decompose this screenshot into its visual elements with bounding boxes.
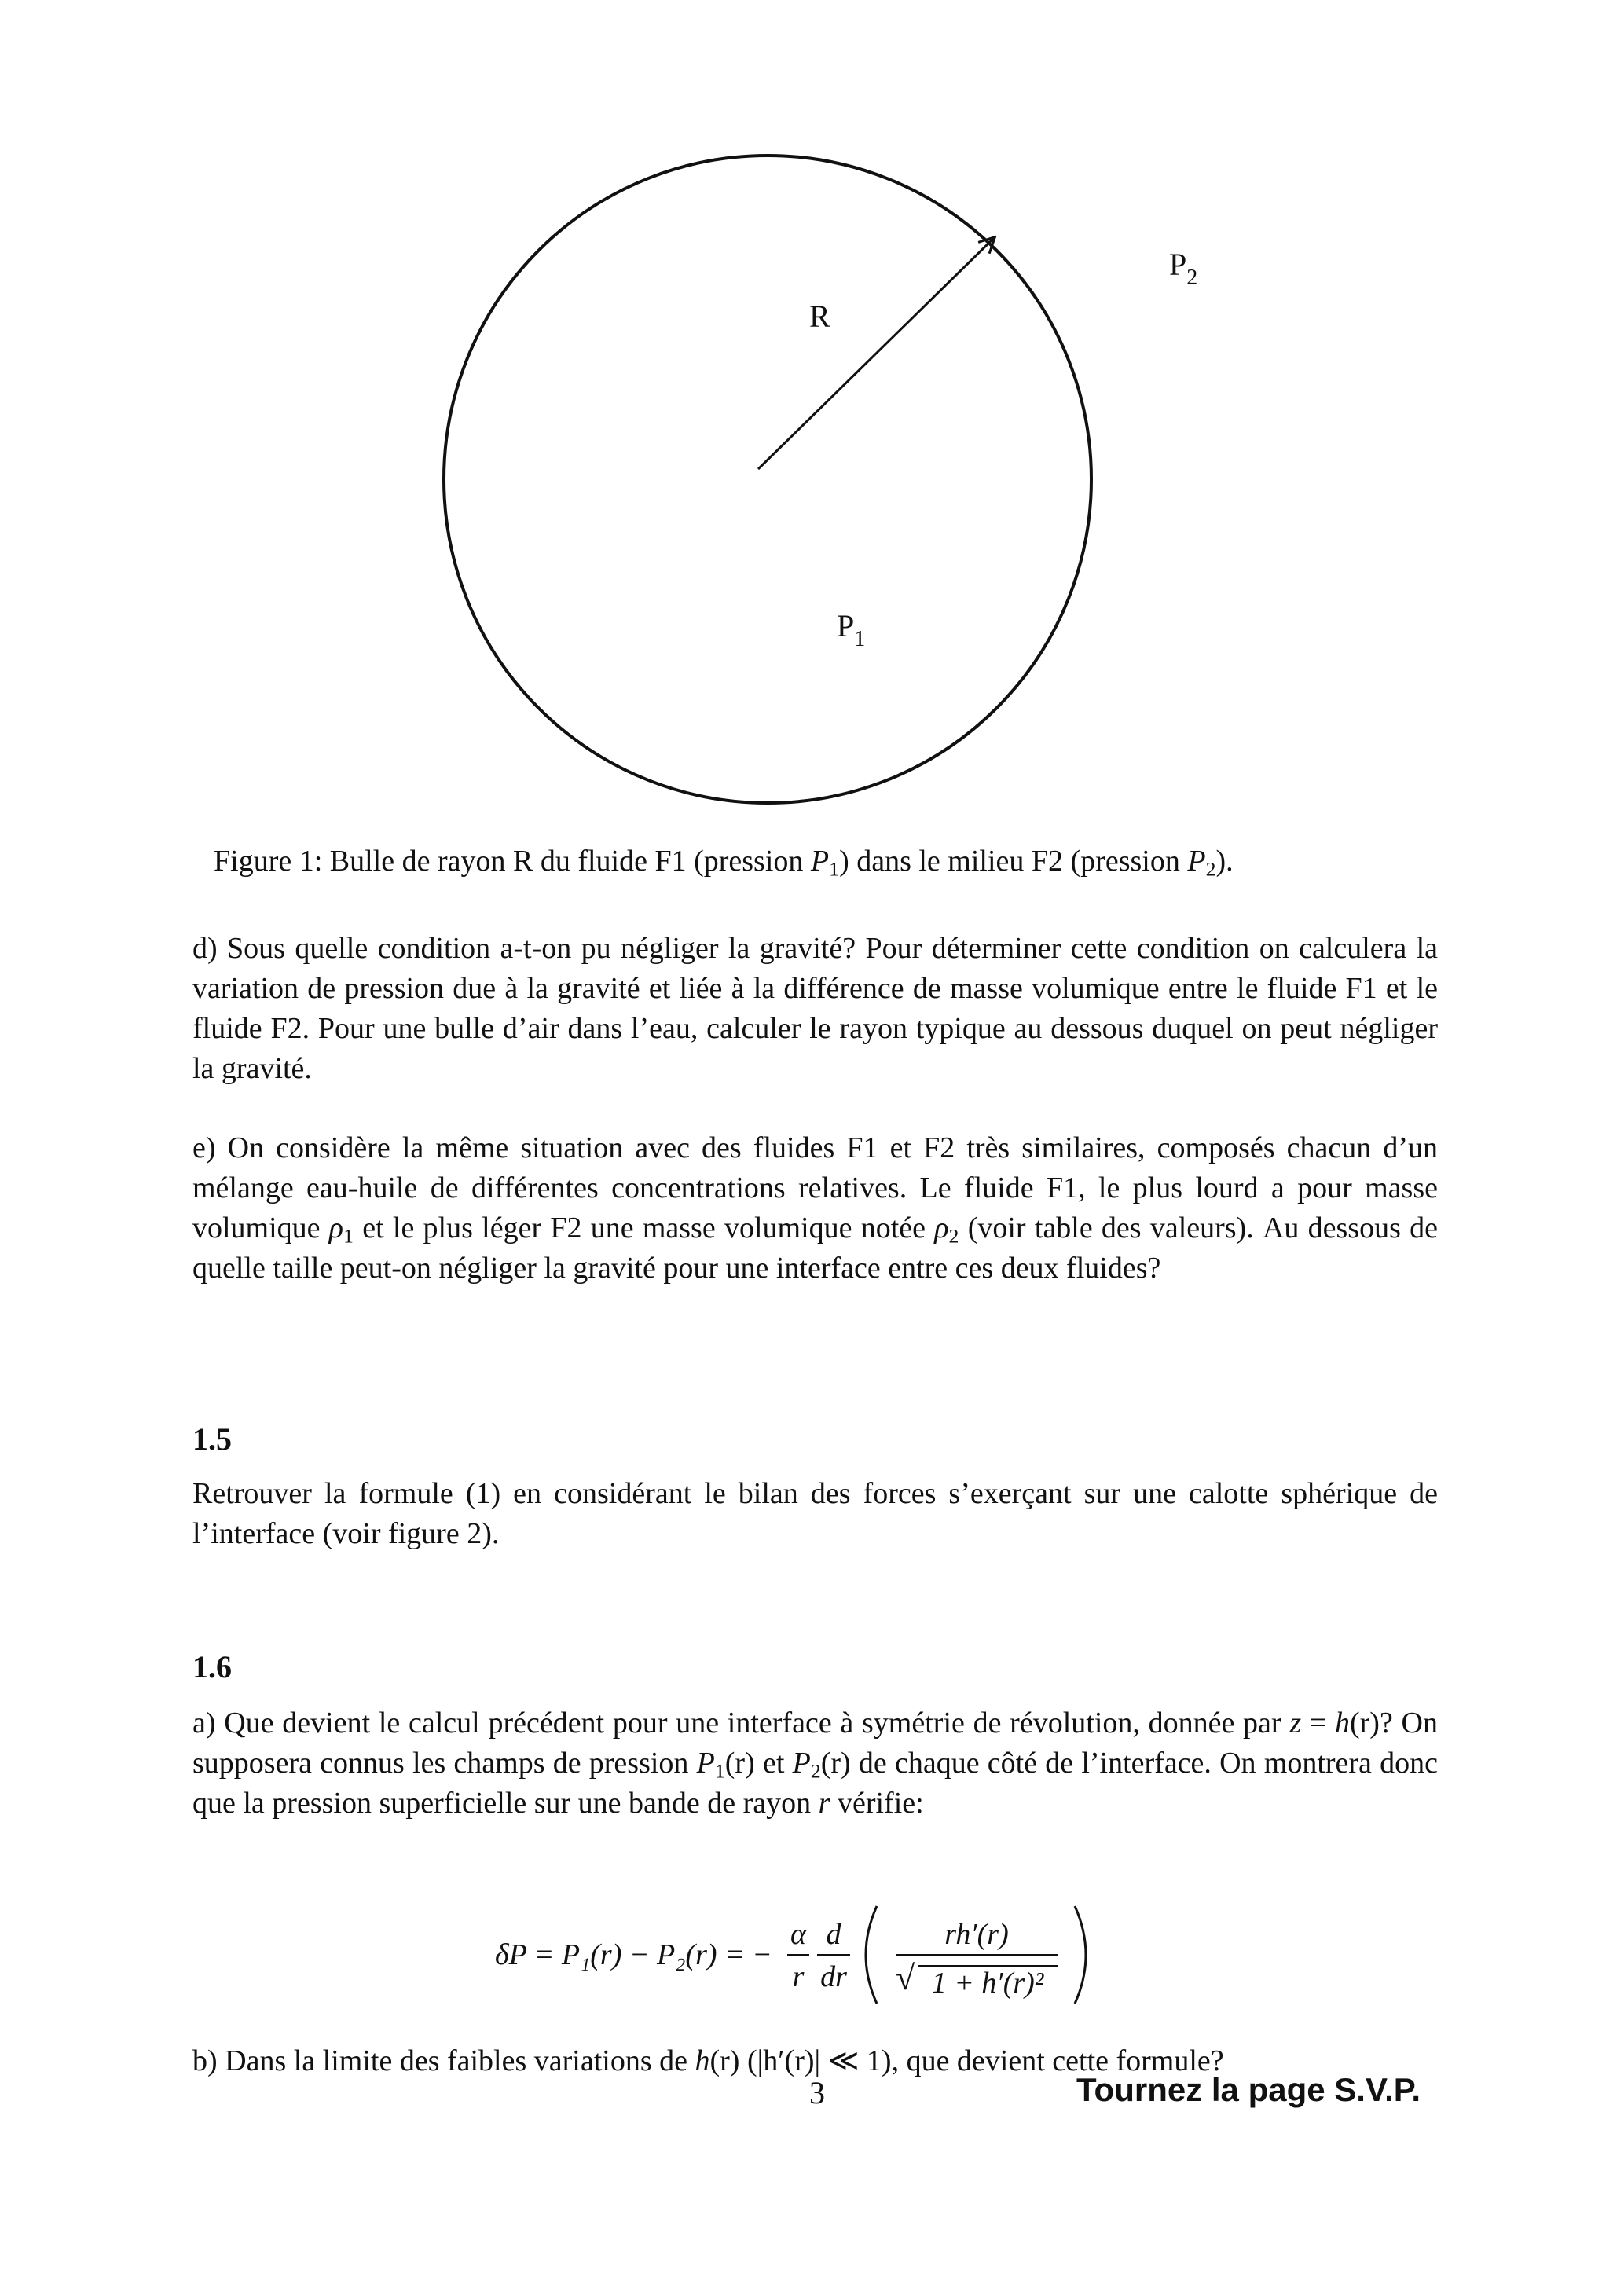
- formula-inner-den: 1 + h′(r)²: [931, 1967, 1044, 2000]
- turn-page-note: Tournez la page S.V.P.: [1076, 2071, 1421, 2108]
- formula-alpha: α: [790, 1918, 806, 1951]
- section-1-6-heading: 1.6: [192, 1649, 232, 1685]
- section-1-6-question-b: b) Dans la limite des faibles variations de h(r) (|h′(r)| ≪ 1), que devient cette formule?: [192, 2044, 1224, 2077]
- formula-sqrt: √: [896, 1959, 915, 1997]
- section-1-5-heading: 1.5: [192, 1421, 232, 1457]
- figure-1-bubble: [0, 0, 1624, 817]
- p2-label: $P_2$: [1169, 247, 1198, 290]
- question-d: d) Sous quelle condition a-t-on pu négliger la gravité? Pour déterminer cette condition on calculera la variation de pression due à la gravité et liée à la différence de masse volumique entre le fluide F1 et le fluide F2. Pour une bulle d’air dans l’eau, calculer le rayon typique au dessous duquel on peut négliger la gravité.: [192, 932, 1438, 1085]
- p1-label: $P_1$: [837, 608, 866, 651]
- page-number: 3: [809, 2075, 825, 2110]
- section-1-6-question-a: a) Que devient le calcul précédent pour une interface à symétrie de révolution, donnée par z = h(r)? On supposera connus les champs de pression $P_1(r)$ et $P_2(r)$ de chaque côté de l’interface. On montrera donc que la pression superficielle sur une bande de rayon r vérifie:: [192, 1707, 1439, 1820]
- formula-lhs: δP = P₁(r) − P₂(r) = −: [495, 1938, 772, 1971]
- pressure-formula: [495, 1900, 1124, 2010]
- radius-arrow: [758, 238, 994, 469]
- bubble-circle: [444, 156, 1091, 803]
- radius-label: R: [809, 299, 830, 334]
- question-e: e) On considère la même situation avec des fluides F1 et F2 très similaires, composés chacun d’un mélange eau-huile de différentes concentrations relatives. Le fluide F1, le plus lourd a pour masse volumique $\rho_1$ et le plus léger F2 une masse volumique notée $\rho_2$ (voir table des valeurs). Au dessous de quelle taille peut-on négliger la gravité pour une interface entre ces deux fluides?: [192, 1131, 1439, 1285]
- formula-r: r: [792, 1960, 805, 1993]
- section-1-5-text: Retrouver la formule (1) en considérant le bilan des forces s’exerçant sur une calotte sphérique de l’interface (voir figure 2).: [192, 1477, 1438, 1550]
- formula-inner-num: rh′(r): [944, 1918, 1009, 1951]
- formula-d: d: [826, 1918, 841, 1951]
- figure-1-caption: Figure 1: Bulle de rayon R du fluide F1 (pression $P_1$) dans le milieu F2 (pression $P_2$).: [214, 845, 1234, 881]
- formula-dr: dr: [820, 1960, 847, 1993]
